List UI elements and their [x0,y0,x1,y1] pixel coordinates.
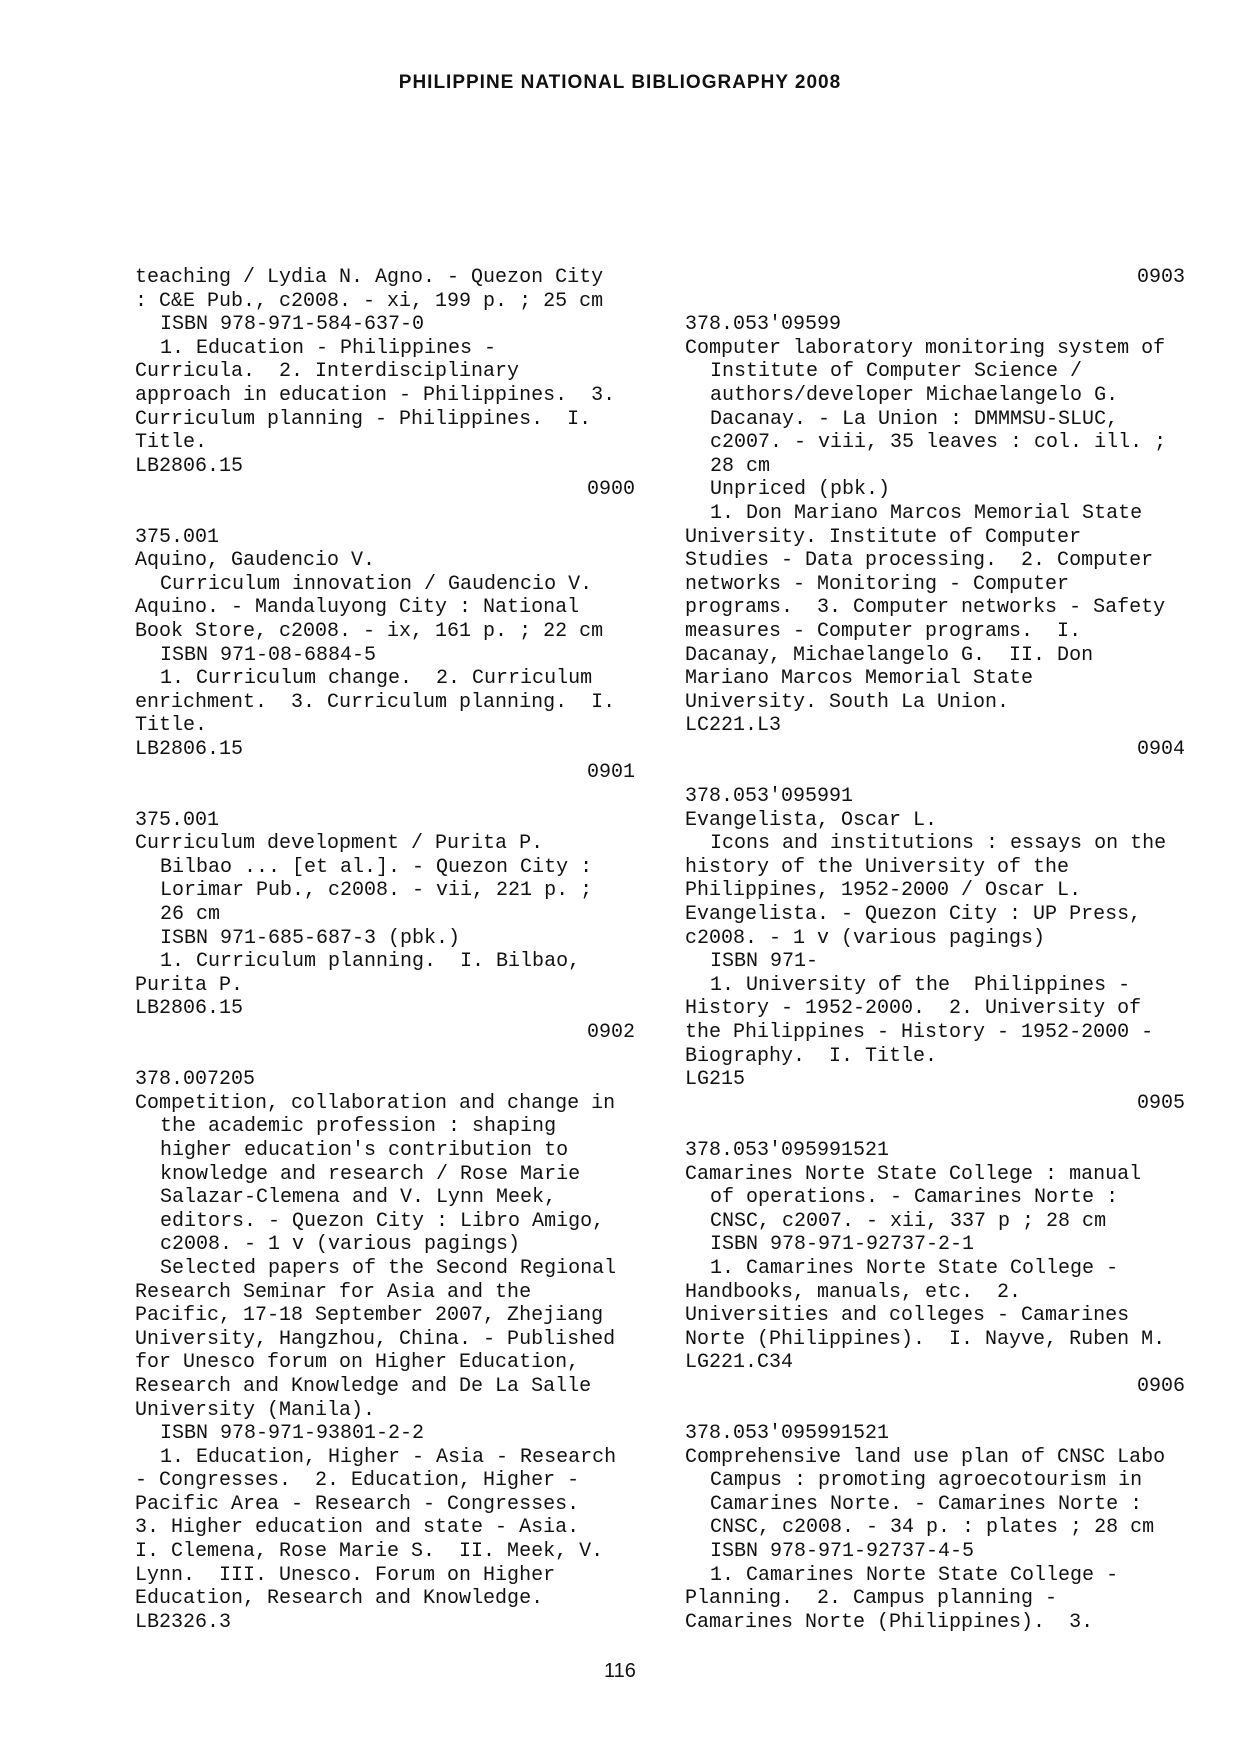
text-line: Title. [135,431,208,455]
text-line: 375.001 [135,808,220,832]
text-line: History - 1952-2000. 2. University of [685,997,1142,1021]
text-line: ISBN 971- [710,950,819,974]
text-line: approach in education - Philippines. 3. [135,383,616,407]
text-line: Camarines Norte (Philippines). 3. [685,1610,1094,1634]
text-line: University. Institute of Computer [685,525,1082,549]
text-line: University, Hangzhou, China. - Published [135,1327,616,1351]
text-line: 3. Higher education and state - Asia. [135,1516,580,1540]
text-line [685,761,1185,785]
text-line: ISBN 978-971-584-637-0 [160,313,425,337]
text-line: ISBN 978-971-93801-2-2 [160,1422,425,1446]
text-line: University (Manila). [135,1398,376,1422]
text-line: Computer laboratory monitoring system of [685,336,1166,360]
text-line: 1. Curriculum change. 2. Curriculum [160,667,593,691]
text-line: Lorimar Pub., c2008. - vii, 221 p. ; [160,879,593,903]
text-line: Studies - Data processing. 2. Computer [685,549,1154,573]
text-line: LB2806.15 [135,997,244,1021]
text-line: Bilbao ... [et al.]. - Quezon City : [160,855,593,879]
text-line: measures - Computer programs. I. [685,619,1082,643]
text-line [685,290,1185,314]
entry-number: 0904 [1136,737,1185,761]
text-line: Planning. 2. Campus planning - [685,1587,1058,1611]
text-line: c2008. - 1 v (various pagings) [160,1233,521,1257]
entry-number: 0903 [1136,266,1185,289]
text-line: Pacific Area - Research - Congresses. [135,1492,580,1516]
text-line: ISBN 971-685-687-3 (pbk.) [160,926,461,950]
entry-number: 0905 [1136,1091,1185,1115]
text-line: Dacanay, Michaelangelo G. II. Don [685,643,1094,667]
text-line [135,1045,635,1069]
text-line: higher education's contribution to [160,1138,569,1162]
entry-number: 0906 [1136,1374,1185,1398]
page-header: PHILIPPINE NATIONAL BIBLIOGRAPHY 2008 [398,72,842,93]
text-line: Curricula. 2. Interdisciplinary [135,360,520,384]
text-line: 1. Curriculum planning. I. Bilbao, [160,950,581,974]
text-line: c2007. - viii, 35 leaves : col. ill. ; [710,431,1167,455]
text-line: Universities and colleges - Camarines [685,1304,1130,1328]
text-line: c2008. - 1 v (various pagings) [685,926,1046,950]
text-line: Curriculum innovation / Gaudencio V. [160,572,593,596]
text-line: University. South La Union. [685,690,1010,714]
text-line: ISBN 978-971-92737-4-5 [710,1540,975,1564]
text-line: Book Store, c2008. - ix, 161 p. ; 22 cm [135,619,604,643]
text-line: Mariano Marcos Memorial State [685,667,1034,691]
text-line: 26 cm [160,903,221,927]
text-line: Institute of Computer Science / [710,360,1083,384]
text-line: Competition, collaboration and change in [135,1091,616,1115]
text-line: teaching / Lydia N. Agno. - Quezon City [135,266,604,289]
text-line: Research and Knowledge and De La Salle [135,1374,592,1398]
text-line: networks - Monitoring - Computer [685,572,1070,596]
text-line: Pacific, 17-18 September 2007, Zhejiang [135,1304,604,1328]
text-line: Evangelista. - Quezon City : UP Press, [685,903,1142,927]
text-line: Title. [135,714,208,738]
text-line: authors/developer Michaelangelo G. [710,383,1119,407]
text-line: - Congresses. 2. Education, Higher - [135,1469,580,1493]
text-line: CNSC, c2008. - 34 p. : plates ; 28 cm [710,1516,1155,1540]
text-line [685,1115,1185,1139]
text-line [135,785,635,809]
text-line: 378.053'095991521 [685,1422,890,1446]
text-line: Aquino. - Mandaluyong City : National [135,596,580,620]
text-line: LB2806.15 [135,737,244,761]
text-line: Handbooks, manuals, etc. 2. [685,1280,1022,1304]
text-line: the Philippines - History - 1952-2000 - [685,1021,1154,1044]
text-line: LB2326.3 [135,1610,232,1634]
page-number: 116 [604,1660,636,1682]
text-line [135,502,635,526]
text-line: 1. Don Mariano Marcos Memorial State [710,501,1143,525]
text-line: CNSC, c2007. - xii, 337 p ; 28 cm [710,1209,1107,1233]
text-line: : C&E Pub., c2008. - xi, 199 p. ; 25 cm [135,289,604,313]
text-line: programs. 3. Computer networks - Safety [685,596,1166,620]
text-line: 1. Education, Higher - Asia - Research [160,1445,617,1469]
text-line: 1. Camarines Norte State College - [710,1563,1119,1587]
text-line: Salazar-Clemena and V. Lynn Meek, [160,1186,557,1210]
text-line: history of the University of the [685,855,1070,879]
text-line: Comprehensive land use plan of CNSC Labo [685,1445,1166,1469]
right-column [685,266,1185,1634]
text-line: ISBN 971-08-6884-5 [160,643,377,667]
text-line: 28 cm [710,454,771,478]
text-line: ISBN 978-971-92737-2-1 [710,1233,975,1257]
text-line: Selected papers of the Second Regional [160,1256,617,1280]
text-line: Camarines Norte State College : manual [685,1162,1142,1186]
text-line: LB2806.15 [135,454,244,478]
text-line: Camarines Norte. - Camarines Norte : [710,1492,1143,1516]
text-line: 1. Education - Philippines - [160,336,497,360]
text-line: for Unesco forum on Higher Education, [135,1351,580,1375]
text-line: Curriculum development / Purita P. [135,832,544,856]
text-line: LC221.L3 [685,714,782,738]
text-line: Dacanay. - La Union : DMMMSU-SLUC, [710,407,1119,431]
text-line: Biography. I. Title. [685,1044,938,1068]
text-line: 378.053'095991521 [685,1138,890,1162]
text-line: Icons and institutions : essays on the [710,832,1167,856]
left-column [135,266,635,1634]
text-line: Unpriced (pbk.) [710,478,891,502]
text-line [685,1399,1185,1423]
text-line: the academic profession : shaping [160,1115,557,1139]
text-line: I. Clemena, Rose Marie S. II. Meek, V. [135,1540,604,1564]
text-line: Curriculum planning - Philippines. I. [135,407,592,431]
text-line: 378.007205 [135,1068,256,1092]
text-line: LG221.C34 [685,1351,794,1375]
text-line: 378.053'095991 [685,785,854,809]
text-line: LG215 [685,1068,746,1092]
text-line: enrichment. 3. Curriculum planning. I. [135,690,616,714]
text-line: 375.001 [135,525,220,549]
text-line: 378.053'09599 [685,313,842,337]
entry-number: 0902 [586,1021,635,1044]
text-line: Campus : promoting agroecotourism in [710,1469,1143,1493]
text-line: Evangelista, Oscar L. [685,808,938,832]
text-line: Norte (Philippines). I. Nayve, Ruben M. [685,1327,1166,1351]
text-line: Lynn. III. Unesco. Forum on Higher [135,1563,556,1587]
entry-number: 0900 [586,478,635,502]
text-line: of operations. - Camarines Norte : [710,1186,1119,1210]
text-line: 1. University of the Philippines - [710,973,1131,997]
text-line: Education, Research and Knowledge. [135,1587,544,1611]
text-line: 1. Camarines Norte State College - [710,1256,1119,1280]
text-line: Aquino, Gaudencio V. [135,549,376,573]
text-line: Philippines, 1952-2000 / Oscar L. [685,879,1082,903]
text-line: editors. - Quezon City : Libro Amigo, [160,1209,605,1233]
text-line: Research Seminar for Asia and the [135,1280,532,1304]
entry-number: 0901 [586,761,635,785]
text-line: knowledge and research / Rose Marie [160,1162,581,1186]
text-line: Purita P. [135,973,244,997]
